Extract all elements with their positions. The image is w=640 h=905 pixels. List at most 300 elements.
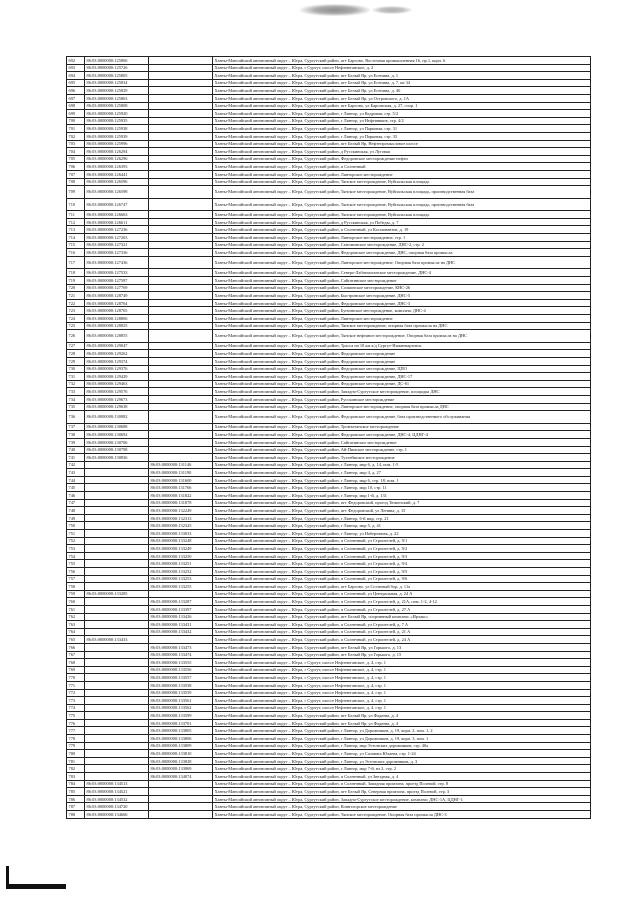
object-cadastral-number-cell [149, 811, 213, 819]
object-cadastral-number-cell [149, 87, 213, 95]
table-row [67, 72, 591, 80]
cadastral-number-cell: 86:03:0000000:128765 [85, 307, 149, 315]
cadastral-number-cell [85, 757, 149, 765]
object-cadastral-number-cell [149, 322, 213, 330]
row-number-cell: 717 [67, 256, 85, 269]
cadastral-number-cell [85, 613, 149, 621]
table-row [67, 499, 591, 507]
cadastral-number-cell: 86:03:0000000:125726 [85, 64, 149, 72]
address-cell: Ханты-Мансийский автономный округ – Югра, г Сургут, шоссе Нефтеюганское, д. 4, стр. 1 [213, 689, 591, 697]
address-cell: Ханты-Мансийский автономный округ – Югра, Сургутский район, д Русскинская, ул Победы, д. 7 [213, 218, 591, 226]
table-row [67, 186, 591, 199]
object-cadastral-number-cell: 86:03:0000000:133426 [149, 613, 213, 621]
object-cadastral-number-cell [149, 365, 213, 373]
cadastral-number-cell: 86:03:0000000:130692 [85, 431, 149, 439]
object-cadastral-number-cell: 86:03:0000000:132325 [149, 522, 213, 530]
row-number-cell: 751 [67, 530, 85, 538]
cadastral-number-cell [85, 681, 149, 689]
table-row [67, 583, 591, 591]
address-cell: Ханты-Мансийский автономный округ – Югра, г Сургут, шоссе Нефтеюганское, д. 4, стр. 1 [213, 681, 591, 689]
table-row [67, 94, 591, 102]
object-cadastral-number-cell [149, 249, 213, 257]
row-number-cell: 756 [67, 568, 85, 576]
cadastral-number-cell [85, 674, 149, 682]
row-number-cell: 693 [67, 64, 85, 72]
cadastral-number-cell: 86:03:0000000:128764 [85, 299, 149, 307]
address-cell: Ханты-Мансийский автономный округ – Югра, Сургутский район, Западно-Сургутское месторождение, площадка ДНС [213, 388, 591, 396]
row-number-cell: 736 [67, 411, 85, 424]
address-cell: Ханты-Мансийский автономный округ – Югра, Сургутский район, п Солнечный, ул Строителей, д. 21А, пом. 1-2, 4-12 [213, 598, 591, 606]
table-row [67, 598, 591, 606]
address-cell: Ханты-Мансийский автономный округ – Югра, Сургутский район, пгт Белый Яр, ул Есенина, д. 7, кв 34 [213, 79, 591, 87]
row-number-cell: 724 [67, 315, 85, 323]
cadastral-number-cell: 86:03:0000000:129463 [85, 380, 149, 388]
object-cadastral-number-cell [149, 241, 213, 249]
row-number-cell: 702 [67, 132, 85, 140]
table-row [67, 373, 591, 381]
cadastral-number-cell: 86:03:0000000:130836 [85, 454, 149, 462]
cadastral-number-cell [85, 750, 149, 758]
row-number-cell: 710 [67, 198, 85, 211]
table-row [67, 148, 591, 156]
address-cell: Ханты-Мансийский автономный округ – Югра, Сургутский район, Лянторское месторождение, Опорная база промысла на ДНС [213, 256, 591, 269]
address-cell: Ханты-Мансийский автономный округ – Югра, Сургутский район, Федоровское месторождение, ДНС-3 [213, 299, 591, 307]
address-cell: Ханты-Мансийский автономный округ – Югра, Сургутский район, Тянское месторождение, Вуйпальская площадь [213, 178, 591, 186]
cadastral-number-cell: 86:03:0000000:130798 [85, 446, 149, 454]
address-cell: Ханты-Мансийский автономный округ – Югра, Сургутский район, Тромъеганское месторождение [213, 423, 591, 431]
cadastral-number-cell [85, 492, 149, 500]
table-row [67, 461, 591, 469]
row-number-cell: 720 [67, 284, 85, 292]
cadastral-number-cell: 86:03:0000000:128825 [85, 322, 149, 330]
cadastral-number-cell: 86:03:0000000:134720 [85, 803, 149, 811]
object-cadastral-number-cell: 86:03:0000000:133809 [149, 742, 213, 750]
table-row [67, 621, 591, 629]
row-number-cell: 719 [67, 277, 85, 285]
object-cadastral-number-cell: 86:03:0000000:131878 [149, 499, 213, 507]
row-number-cell: 761 [67, 605, 85, 613]
table-row [67, 403, 591, 411]
row-number-cell: 732 [67, 380, 85, 388]
cadastral-number-cell: 86:03:0000000:130706 [85, 438, 149, 446]
address-cell: Ханты-Мансийский автономный округ – Югра, Сургутский район, пгт Белый Яр, ул Фадеева, д. 4 [213, 719, 591, 727]
address-cell: Ханты-Мансийский автономный округ – Югра, Сургутский район, Бунгинское месторождение, комплекс ДНС-4 [213, 307, 591, 315]
object-cadastral-number-cell: 86:03:0000000:133033 [149, 530, 213, 538]
scan-edge-mark [6, 884, 66, 889]
table-row [67, 613, 591, 621]
object-cadastral-number-cell: 86:03:0000000:133253 [149, 575, 213, 583]
row-number-cell: 747 [67, 499, 85, 507]
address-cell: Ханты-Мансийский автономный округ – Югра, Сургутский район, г Лянтор, ул Парковая, стр. 31 [213, 125, 591, 133]
row-number-cell: 745 [67, 484, 85, 492]
table-row [67, 530, 591, 538]
object-cadastral-number-cell [149, 211, 213, 219]
address-cell: Ханты-Мансийский автономный округ – Югра, Сургутский район, п Солнечный, ул Строителей, д. 27 А [213, 605, 591, 613]
cadastral-number-cell: 86:03:0000000:125866 [85, 57, 149, 65]
address-cell: Ханты-Мансийский автономный округ – Югра, Сургутский район, г Лянтор, мкр 1-й, д. 131 [213, 492, 591, 500]
object-cadastral-number-cell [149, 284, 213, 292]
row-number-cell: 786 [67, 795, 85, 803]
row-number-cell: 742 [67, 461, 85, 469]
row-number-cell: 776 [67, 719, 85, 727]
object-cadastral-number-cell [149, 218, 213, 226]
address-cell: Ханты-Мансийский автономный округ – Югра, Сургутский район, Тянское месторождение, опорная база промысла на ДНС [213, 322, 591, 330]
row-number-cell: 731 [67, 373, 85, 381]
address-cell: Ханты-Мансийский автономный округ – Югра, Сургутский район, п Солнечный, ул Строителей, д. 9/1 [213, 537, 591, 545]
address-cell: Ханты-Мансийский автономный округ – Югра, Сургутский район, Федоровское месторождение, база производственного обслуживания [213, 411, 591, 424]
object-cadastral-number-cell [149, 163, 213, 171]
row-number-cell: 755 [67, 560, 85, 568]
row-number-cell: 782 [67, 765, 85, 773]
row-number-cell: 765 [67, 636, 85, 644]
address-cell: Ханты-Мансийский автономный округ – Югра, Сургутский район, Тянское месторождение, Вуйпальская площадь [213, 211, 591, 219]
address-cell: Ханты-Мансийский автономный округ – Югра, Сургутский район, г Лянтор, мкр 6, д. 14, пом. 1-5 [213, 461, 591, 469]
cadastral-number-cell [85, 507, 149, 515]
table-row [67, 659, 591, 667]
table-row [67, 811, 591, 819]
row-number-cell: 775 [67, 712, 85, 720]
address-cell: Ханты-Мансийский автономный округ – Югра, Сургутский район, пгт Белый Яр, ул Есенина, д. 46 [213, 87, 591, 95]
address-cell: Ханты-Мансийский автономный округ – Югра, Сургутский район, Тянское месторождение, Опорная база промысла ДНС-3 [213, 811, 591, 819]
table-row [67, 788, 591, 796]
address-cell: Ханты-Мансийский автономный округ – Югра, Сургутский район, Сытоминское месторождение, ДНС-2, стр. 2 [213, 241, 591, 249]
object-cadastral-number-cell: 86:03:0000000:133828 [149, 757, 213, 765]
address-cell: Ханты-Мансийский автономный округ – Югра, Сургутский район, пгт Белый Яр, спортивный комплекс «Ирлакс» [213, 613, 591, 621]
object-cadastral-number-cell: 86:03:0000000:133397 [149, 605, 213, 613]
row-number-cell: 777 [67, 727, 85, 735]
address-cell: Ханты-Мансийский автономный округ – Югра, Сургутский район, Федоровское месторождение [213, 357, 591, 365]
cadastral-number-cell: 86:03:0000000:125939 [85, 132, 149, 140]
address-cell: Ханты-Мансийский автономный округ – Югра, г Сургут, шоссе Нефтеюганское, д. 2 [213, 64, 591, 72]
row-number-cell: 760 [67, 598, 85, 606]
object-cadastral-number-cell [149, 94, 213, 102]
cadastral-number-cell: 86:03:0000000:126393 [85, 163, 149, 171]
cadastral-number-cell [85, 659, 149, 667]
cadastral-number-cell: 86:03:0000000:127436 [85, 256, 149, 269]
table-row [67, 712, 591, 720]
row-number-cell: 778 [67, 735, 85, 743]
cadastral-number-cell: 86:03:0000000:134666 [85, 811, 149, 819]
table-row [67, 102, 591, 110]
address-cell: Ханты-Мансийский автономный округ – Югра, Сургутский район, г Лянтор, ул Дорожников, д. 19, корп. 2, пом. 1, 2 [213, 727, 591, 735]
row-number-cell: 692 [67, 57, 85, 65]
address-cell: Ханты-Мансийский автономный округ – Югра, Сургутский район, Тянское месторождение, Вуйпальская площадь, производственная база [213, 198, 591, 211]
cadastral-number-cell: 86:03:0000000:125935 [85, 117, 149, 125]
address-cell: Ханты-Мансийский автономный округ – Югра, Сургутский район, пгт Федоровский, проезд Тюменский, д. 7 [213, 499, 591, 507]
row-number-cell: 781 [67, 757, 85, 765]
object-cadastral-number-cell: 86:03:0000000:133805 [149, 727, 213, 735]
address-cell: Ханты-Мансийский автономный округ – Югра, Сургутский район, п Солнечный, ул Строителей, д. 24 А [213, 636, 591, 644]
row-number-cell: 771 [67, 681, 85, 689]
row-number-cell: 759 [67, 590, 85, 598]
address-cell: Ханты-Мансийский автономный округ – Югра, Сургутский район, Конитлорское месторождение [213, 803, 591, 811]
table-row [67, 568, 591, 576]
table-row [67, 79, 591, 87]
table-row [67, 651, 591, 659]
table-row [67, 277, 591, 285]
address-cell: Ханты-Мансийский автономный округ – Югра, Сургутский район, д Русскинская, ул Луговая [213, 148, 591, 156]
table-row [67, 681, 591, 689]
address-cell: Ханты-Мансийский автономный округ – Югра, Сургутский район, п Солнечный, ул Звездная, д. 4 [213, 773, 591, 781]
row-number-cell: 769 [67, 666, 85, 674]
cadastral-number-cell: 86:03:0000000:129047 [85, 342, 149, 350]
table-row [67, 492, 591, 500]
table-row [67, 454, 591, 462]
object-cadastral-number-cell [149, 110, 213, 118]
object-cadastral-number-cell: 86:03:0000000:132249 [149, 507, 213, 515]
address-cell: Ханты-Мансийский автономный округ – Югра, Сургутский район, Лянторское месторождение [213, 170, 591, 178]
address-cell: Ханты-Мансийский автономный округ – Югра, Сургутский район, Лянторское месторождение, стр. 1 [213, 234, 591, 242]
object-cadastral-number-cell [149, 64, 213, 72]
object-cadastral-number-cell: 86:03:0000000:133557 [149, 674, 213, 682]
cadastral-number-cell [85, 628, 149, 636]
object-cadastral-number-cell: 86:03:0000000:133562 [149, 704, 213, 712]
row-number-cell: 712 [67, 218, 85, 226]
address-cell: Ханты-Мансийский автономный округ – Югра, Сургутский район, Федоровское месторождение, ДС-61 [213, 380, 591, 388]
row-number-cell: 766 [67, 643, 85, 651]
object-cadastral-number-cell: 86:03:0000000:133810 [149, 750, 213, 758]
row-number-cell: 741 [67, 454, 85, 462]
object-cadastral-number-cell [149, 57, 213, 65]
row-number-cell: 713 [67, 226, 85, 234]
address-cell: Ханты-Мансийский автономный округ – Югра, Сургутский район, Сайгатинское месторождение [213, 277, 591, 285]
row-number-cell: 740 [67, 446, 85, 454]
row-number-cell: 701 [67, 125, 85, 133]
row-number-cell: 718 [67, 269, 85, 277]
object-cadastral-number-cell [149, 803, 213, 811]
address-cell: Ханты-Мансийский автономный округ – Югра, Сургутский район, п Солнечный, ул Строителей, д. 9/6 [213, 575, 591, 583]
row-number-cell: 727 [67, 342, 85, 350]
address-cell: Ханты-Мансийский автономный округ – Югра, Сургутский район, Федоровское месторождение нефти [213, 155, 591, 163]
address-cell: Ханты-Мансийский автономный округ – Югра, Сургутский район, Северо-Лабатьюганское месторождение, ДНС-4 [213, 269, 591, 277]
cadastral-number-cell: 86:03:0000000:129673 [85, 395, 149, 403]
row-number-cell: 735 [67, 403, 85, 411]
row-number-cell: 706 [67, 163, 85, 171]
row-number-cell: 695 [67, 79, 85, 87]
object-cadastral-number-cell [149, 125, 213, 133]
address-cell: Ханты-Мансийский автономный округ – Югра, Сургутский район, пгт Белый Яр, ул Островского, д. 1А [213, 94, 591, 102]
object-cadastral-number-cell: 86:03:0000000:133249 [149, 545, 213, 553]
cadastral-number-cell [85, 719, 149, 727]
table-row [67, 395, 591, 403]
table-row [67, 590, 591, 598]
table-row [67, 697, 591, 705]
address-cell: Ханты-Мансийский автономный округ – Югра, Сургутский район, пгт Белый Яр, ул Фадеева, д. 4 [213, 712, 591, 720]
address-cell: Ханты-Мансийский автономный округ – Югра, Сургутский район, г Лянтор, ул Нефтяников, стр. 4/2 [213, 117, 591, 125]
row-number-cell: 753 [67, 545, 85, 553]
cadastral-number-cell: 86:03:0000000:129576 [85, 388, 149, 396]
table-row [67, 132, 591, 140]
row-number-cell: 767 [67, 651, 85, 659]
address-cell: Ханты-Мансийский автономный округ – Югра, Сургутский район, п Солнечный, Западная промзона, проезд Полевой, стр. 8 [213, 780, 591, 788]
address-cell: Ханты-Мансийский автономный округ – Югра, Сургутский район, п Солнечный, ул Строителей, д. 21 А [213, 628, 591, 636]
table-row [67, 357, 591, 365]
cadastral-number-cell [85, 651, 149, 659]
table-row [67, 484, 591, 492]
table-row [67, 226, 591, 234]
object-cadastral-number-cell: 86:03:0000000:131190 [149, 469, 213, 477]
object-cadastral-number-cell: 86:03:0000000:133431 [149, 621, 213, 629]
cadastral-number-cell [85, 537, 149, 545]
address-cell: Ханты-Мансийский автономный округ – Югра, Сургутский район, пгт Барсово, ул Барсовская, д. 27, соор. 1 [213, 102, 591, 110]
row-number-cell: 750 [67, 522, 85, 530]
table-row [67, 674, 591, 682]
table-row [67, 284, 591, 292]
row-number-cell: 748 [67, 507, 85, 515]
row-number-cell: 779 [67, 742, 85, 750]
cadastral-number-cell [85, 735, 149, 743]
address-cell: Ханты-Мансийский автономный округ – Югра, Сургутский район, пгт Белый Яр, ул Горького, д. 13 [213, 643, 591, 651]
cadastral-number-cell [85, 469, 149, 477]
address-cell: Ханты-Мансийский автономный округ – Югра, Сургутский район, Федоровское месторождение, ДНС-17 [213, 373, 591, 381]
row-number-cell: 788 [67, 811, 85, 819]
address-cell: Ханты-Мансийский автономный округ – Югра, Сургутский район, г Лянтор, мкр 6, стр. 18, пом. 1 [213, 476, 591, 484]
address-cell: Ханты-Мансийский автономный округ – Югра, Сургутский район, г Лянтор, мкр 7-й, вл 2, стр. 2 [213, 765, 591, 773]
table-row [67, 719, 591, 727]
cadastral-number-cell: 86:03:0000000:133433 [85, 636, 149, 644]
table-row [67, 110, 591, 118]
table-row [67, 704, 591, 712]
table-row [67, 757, 591, 765]
address-cell: Ханты-Мансийский автономный округ – Югра, г Сургут, шоссе Нефтеюганское, д. 4, стр. 1 [213, 674, 591, 682]
address-cell: Ханты-Мансийский автономный округ – Югра, Сургутский район, пгт Федоровский, ул Ленина, д. 15 [213, 507, 591, 515]
cadastral-number-cell [85, 689, 149, 697]
object-cadastral-number-cell [149, 186, 213, 199]
address-cell: Ханты-Мансийский автономный округ – Югра, Сургутский район, г Лянтор, ул Парковая, стр. 35 [213, 132, 591, 140]
table-row [67, 315, 591, 323]
object-cadastral-number-cell: 86:03:0000000:133473 [149, 643, 213, 651]
address-cell: Ханты-Мансийский автономный округ – Югра, Сургутский район, г Лянтор, мкр 4, д. 27 [213, 469, 591, 477]
cadastral-number-cell: 86:03:0000000:126598 [85, 186, 149, 199]
cadastral-number-cell [85, 514, 149, 522]
table-row [67, 560, 591, 568]
cadastral-number-cell [85, 575, 149, 583]
row-number-cell: 739 [67, 438, 85, 446]
table-row [67, 765, 591, 773]
cadastral-number-cell [85, 583, 149, 591]
table-row [67, 64, 591, 72]
row-number-cell: 703 [67, 140, 85, 148]
address-cell: Ханты-Мансийский автономный округ – Югра, Сургутский район, п Солнечный, ул Строителей, д. 9/2 [213, 545, 591, 553]
object-cadastral-number-cell [149, 256, 213, 269]
address-cell: Ханты-Мансийский автономный округ – Югра, Сургутский район, г Лянтор, ул Дорожников, д. 19, корп. 3, пом. 1 [213, 735, 591, 743]
address-cell: Ханты-Мансийский автономный округ – Югра, Сургутский район, Солкинское месторождение, КНС-26 [213, 284, 591, 292]
object-cadastral-number-cell [149, 132, 213, 140]
object-cadastral-number-cell [149, 423, 213, 431]
address-cell: Ханты-Мансийский автономный округ – Югра, Сургутский район, пгт Белый Яр, ул Горького, д. 15 [213, 651, 591, 659]
table-row [67, 643, 591, 651]
object-cadastral-number-cell [149, 226, 213, 234]
row-number-cell: 757 [67, 575, 85, 583]
row-number-cell: 746 [67, 492, 85, 500]
row-number-cell: 704 [67, 148, 85, 156]
object-cadastral-number-cell [149, 446, 213, 454]
object-cadastral-number-cell: 86:03:0000000:133556 [149, 666, 213, 674]
object-cadastral-number-cell [149, 780, 213, 788]
address-cell: Ханты-Мансийский автономный округ – Югра, Сургутский район, Тутлеймское месторождение [213, 454, 591, 462]
address-cell: Ханты-Мансийский автономный округ – Югра, Сургутский район, Федоровское месторождение, ДНС-4, ЦДНГ-4 [213, 431, 591, 439]
cadastral-number-cell: 86:03:0000000:126596 [85, 178, 149, 186]
row-number-cell: 730 [67, 365, 85, 373]
address-cell: Ханты-Мансийский автономный округ – Югра, Сургутский район, Сайгатинское месторождение [213, 438, 591, 446]
row-number-cell: 770 [67, 674, 85, 682]
cadastral-number-cell: 86:03:0000000:125805 [85, 72, 149, 80]
address-cell: Ханты-Мансийский автономный округ – Югра, Сургутский район, п Солнечный, ул Центральная, д. 24 А [213, 590, 591, 598]
object-cadastral-number-cell [149, 403, 213, 411]
object-cadastral-number-cell [149, 148, 213, 156]
address-cell: Ханты-Мансийский автономный округ – Югра, Сургутский район, пгт Белый Яр, Нефтепромысловое шоссе [213, 140, 591, 148]
cadastral-number-cell [85, 530, 149, 538]
table-row [67, 689, 591, 697]
table-row [67, 795, 591, 803]
row-number-cell: 726 [67, 330, 85, 343]
row-number-cell: 729 [67, 357, 85, 365]
table-row [67, 438, 591, 446]
table-row [67, 423, 591, 431]
cadastral-number-cell: 86:03:0000000:127769 [85, 284, 149, 292]
row-number-cell: 738 [67, 431, 85, 439]
table-row [67, 218, 591, 226]
address-cell: Ханты-Мансийский автономный округ – Югра, Сургутский район, г Лянтор, мкр Эстонских дорожников, стр. 40а [213, 742, 591, 750]
object-cadastral-number-cell: 86:03:0000000:133806 [149, 735, 213, 743]
address-cell: Ханты-Мансийский автономный округ – Югра, г Сургут, шоссе Нефтеюганское, д. 4, стр. 1 [213, 666, 591, 674]
register-table [66, 56, 591, 819]
cadastral-number-cell: 86:03:0000000:126663 [85, 211, 149, 219]
cadastral-number-cell: 86:03:0000000:127263 [85, 234, 149, 242]
object-cadastral-number-cell [149, 395, 213, 403]
object-cadastral-number-cell [149, 342, 213, 350]
table-row [67, 476, 591, 484]
object-cadastral-number-cell [149, 277, 213, 285]
row-number-cell: 744 [67, 476, 85, 484]
cadastral-number-cell: 86:03:0000000:125808 [85, 102, 149, 110]
address-cell: Ханты-Мансийский автономный округ – Югра, Сургутский район, г Лянтор, ул Кедровая, стр. 5/2 [213, 110, 591, 118]
row-number-cell: 728 [67, 350, 85, 358]
table-row [67, 155, 591, 163]
cadastral-number-cell: 86:03:0000000:134513 [85, 780, 149, 788]
table-row [67, 198, 591, 211]
object-cadastral-number-cell: 86:03:0000000:133561 [149, 697, 213, 705]
object-cadastral-number-cell [149, 178, 213, 186]
table-row [67, 469, 591, 477]
object-cadastral-number-cell [149, 795, 213, 803]
table-row [67, 330, 591, 343]
address-cell: Ханты-Мансийский автономный округ – Югра, Сургутский район, пгт Белый Яр, ул Есенина, д. 1 [213, 72, 591, 80]
row-number-cell: 774 [67, 704, 85, 712]
cadastral-number-cell: 86:03:0000000:130688 [85, 423, 149, 431]
object-cadastral-number-cell: 86:03:0000000:134074 [149, 773, 213, 781]
cadastral-number-cell: 86:03:0000000:127236 [85, 226, 149, 234]
row-number-cell: 773 [67, 697, 85, 705]
table-row [67, 605, 591, 613]
address-cell: Ханты-Мансийский автономный округ – Югра, Сургутский район, пгт Барсово, ул Сосновый бор, д. 11а [213, 583, 591, 591]
cadastral-number-cell [85, 545, 149, 553]
table-row [67, 117, 591, 125]
row-number-cell: 772 [67, 689, 85, 697]
address-cell: Ханты-Мансийский автономный округ – Югра, Сургутский район, Федоровское месторождение, ДНС, опорная база промысла [213, 249, 591, 257]
object-cadastral-number-cell: 86:03:0000000:131146 [149, 461, 213, 469]
object-cadastral-number-cell: 86:03:0000000:133252 [149, 568, 213, 576]
row-number-cell: 699 [67, 110, 85, 118]
cadastral-number-cell [85, 712, 149, 720]
cadastral-number-cell [85, 605, 149, 613]
cadastral-number-cell [85, 522, 149, 530]
cadastral-number-cell [85, 765, 149, 773]
address-cell: Ханты-Мансийский автономный округ – Югра, Сургутский район, Тянское месторождение, Вуйпальская площадь, производственная база [213, 186, 591, 199]
scan-edge-mark [6, 866, 9, 886]
object-cadastral-number-cell [149, 590, 213, 598]
object-cadastral-number-cell: 86:03:0000000:132313 [149, 514, 213, 522]
